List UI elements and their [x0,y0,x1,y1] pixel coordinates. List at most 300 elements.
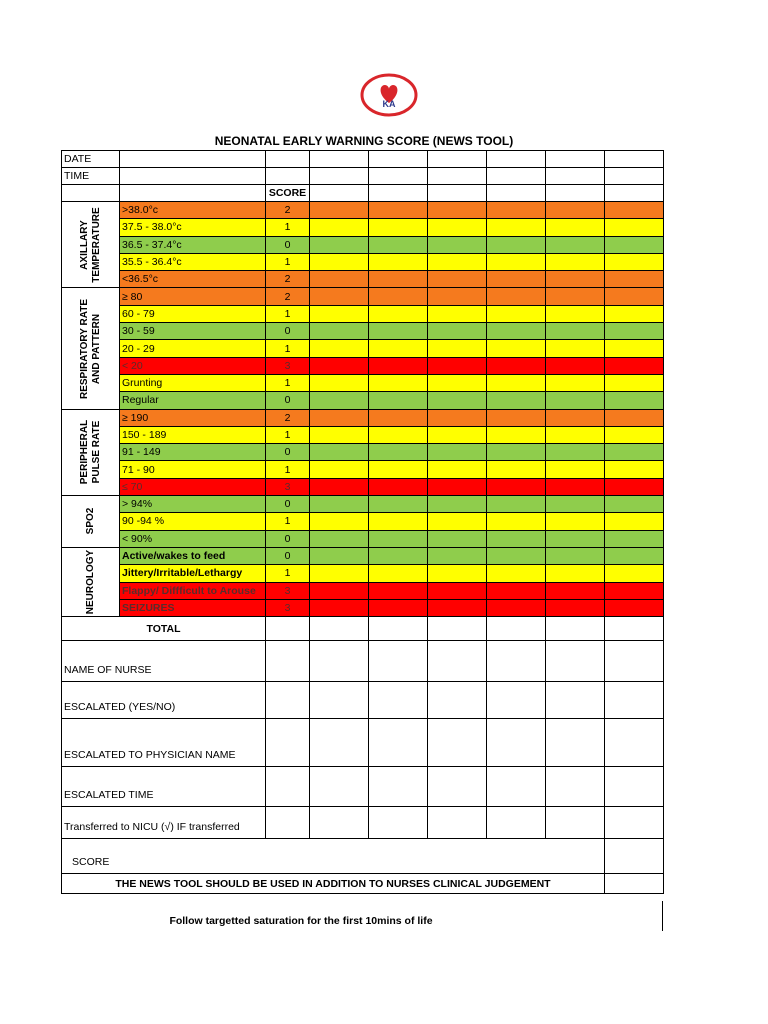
entry-cell[interactable] [428,288,487,305]
entry-cell[interactable] [120,168,266,185]
score-cell [266,323,310,340]
score-value: 1 [284,377,291,390]
entry-cell[interactable] [369,357,428,374]
entry-cell[interactable] [369,219,428,236]
entry-cell[interactable] [369,547,428,564]
entry-cell[interactable] [605,426,664,443]
entry-cell[interactable] [487,461,546,478]
entry-cell[interactable] [487,305,546,322]
entry-cell[interactable] [546,392,605,409]
score-value: 0 [284,238,291,251]
entry-cell[interactable] [369,513,428,530]
entry-cell[interactable] [487,409,546,426]
entry-cell[interactable] [369,340,428,357]
entry-cell[interactable] [546,807,605,839]
entry-cell[interactable] [428,271,487,288]
entry-cell[interactable] [605,682,664,719]
entry-cell[interactable] [605,253,664,270]
parameter-label: >38.0°c [122,204,159,217]
entry-cell[interactable] [428,767,487,807]
score-value: 2 [284,273,291,286]
entry-cell[interactable] [487,807,546,839]
entry-cell[interactable] [546,305,605,322]
entry-cell[interactable] [428,582,487,599]
entry-cell[interactable] [546,682,605,719]
entry-cell[interactable] [310,478,369,495]
entry-cell[interactable] [546,496,605,513]
entry-cell[interactable] [605,168,664,185]
entry-cell[interactable] [546,513,605,530]
entry-cell[interactable] [487,253,546,270]
entry-cell[interactable] [605,392,664,409]
entry-cell[interactable] [428,444,487,461]
entry-cell[interactable] [310,236,369,253]
entry-cell[interactable] [369,288,428,305]
entry-cell[interactable] [428,219,487,236]
score-value: 1 [284,567,291,580]
entry-cell[interactable] [546,323,605,340]
entry-cell[interactable] [310,151,369,168]
group-label: PERIPHERAL PULSE RATE [78,420,102,485]
entry-cell[interactable] [487,185,546,202]
entry-cell[interactable] [546,219,605,236]
entry-cell[interactable] [605,288,664,305]
entry-cell[interactable] [605,641,664,682]
entry-cell[interactable] [369,461,428,478]
nicu-transfer-label: Transferred to NICU (√) IF transferred [62,807,266,839]
entry-cell[interactable] [428,807,487,839]
entry-cell[interactable] [369,185,428,202]
entry-cell[interactable] [369,426,428,443]
entry-cell[interactable] [605,185,664,202]
entry-cell[interactable] [546,547,605,564]
total-label: TOTAL [62,617,266,641]
entry-cell[interactable] [310,513,369,530]
parameter-label: > 94% [122,498,153,511]
parameter-label: <36.5°c [122,273,159,286]
parameter-label: 37.5 - 38.0°c [122,221,182,234]
entry-cell[interactable] [369,392,428,409]
entry-cell[interactable] [605,374,664,391]
entry-cell[interactable] [546,168,605,185]
entry-cell[interactable] [310,271,369,288]
table-row [62,323,664,340]
entry-cell[interactable] [310,682,369,719]
parameter-label: 35.5 - 36.4°c [122,256,182,269]
score-value: 1 [284,256,291,269]
entry-cell[interactable] [310,392,369,409]
entry-cell[interactable] [369,409,428,426]
score-cell [266,202,310,219]
entry-cell[interactable] [546,357,605,374]
entry-cell[interactable] [428,617,487,641]
entry-cell[interactable] [605,496,664,513]
entry-cell[interactable] [546,288,605,305]
table-row [62,767,664,807]
entry-cell[interactable] [546,530,605,547]
score-cell [266,444,310,461]
entry-cell[interactable] [310,185,369,202]
entry-cell[interactable] [428,185,487,202]
entry-cell[interactable] [546,340,605,357]
entry-cell[interactable] [428,151,487,168]
entry-cell[interactable] [546,236,605,253]
entry-cell[interactable] [546,151,605,168]
entry-cell[interactable] [605,219,664,236]
entry-cell[interactable] [546,426,605,443]
entry-cell[interactable] [487,682,546,719]
entry-cell[interactable] [369,682,428,719]
score-cell [266,426,310,443]
table-row [62,426,664,443]
entry-cell[interactable] [369,478,428,495]
entry-cell[interactable] [546,185,605,202]
entry-cell[interactable] [428,478,487,495]
parameter-cell [120,340,266,357]
score-cell [266,253,310,270]
table-row [62,496,664,513]
parameter-cell [120,426,266,443]
score-cell [266,271,310,288]
entry-cell[interactable] [428,547,487,564]
entry-cell[interactable] [605,340,664,357]
entry-cell[interactable] [369,719,428,767]
entry-cell[interactable] [310,807,369,839]
entry-cell[interactable] [546,444,605,461]
entry-cell[interactable] [120,151,266,168]
score-value: 1 [284,463,291,476]
entry-cell[interactable] [310,547,369,564]
entry-cell[interactable] [266,807,310,839]
entry-cell[interactable] [369,305,428,322]
table-row [62,202,664,219]
entry-cell[interactable] [605,565,664,582]
entry-cell[interactable] [369,168,428,185]
parameter-cell [120,582,266,599]
entry-cell[interactable] [428,513,487,530]
entry-cell[interactable] [605,719,664,767]
entry-cell[interactable] [605,323,664,340]
parameter-label: 36.5 - 37.4°c [122,238,182,251]
entry-cell[interactable] [428,253,487,270]
entry-cell[interactable] [487,374,546,391]
entry-cell[interactable] [546,767,605,807]
entry-cell[interactable] [369,323,428,340]
entry-cell[interactable] [310,202,369,219]
entry-cell[interactable] [487,288,546,305]
entry-cell[interactable] [369,202,428,219]
entry-cell[interactable] [546,582,605,599]
entry-cell[interactable] [546,253,605,270]
entry-cell[interactable] [369,151,428,168]
entry-cell[interactable] [605,409,664,426]
group-label-cell [62,409,120,495]
group-label: NEUROLOGY [84,549,96,615]
parameter-cell [120,202,266,219]
entry-cell[interactable] [546,202,605,219]
entry-cell[interactable] [605,599,664,616]
entry-cell[interactable] [310,253,369,270]
group-label-cell [62,202,120,288]
entry-cell[interactable] [487,444,546,461]
entry-cell[interactable] [546,599,605,616]
score-value: 0 [284,532,291,545]
parameter-cell [120,478,266,495]
table-row [62,874,664,894]
entry-cell[interactable] [369,496,428,513]
group-label-cell [62,496,120,548]
entry-cell[interactable] [546,461,605,478]
score-cell [266,288,310,305]
parameter-cell [120,288,266,305]
entry-cell[interactable] [605,357,664,374]
entry-cell[interactable] [310,288,369,305]
entry-cell[interactable] [369,617,428,641]
entry-cell[interactable] [605,547,664,564]
entry-cell[interactable] [487,426,546,443]
entry-cell[interactable] [605,839,664,874]
table-row [62,444,664,461]
entry-cell[interactable] [605,305,664,322]
entry-cell[interactable] [266,767,310,807]
entry-cell[interactable] [310,374,369,391]
entry-cell[interactable] [487,236,546,253]
entry-cell[interactable] [605,582,664,599]
entry-cell[interactable] [428,565,487,582]
entry-cell[interactable] [487,478,546,495]
entry-cell[interactable] [428,409,487,426]
entry-cell[interactable] [428,323,487,340]
entry-cell[interactable] [487,513,546,530]
entry-cell[interactable] [546,641,605,682]
entry-cell[interactable] [487,340,546,357]
entry-cell[interactable] [605,151,664,168]
entry-cell[interactable] [369,444,428,461]
parameter-label: Regular [122,394,159,407]
physician-name-label: ESCALATED TO PHYSICIAN NAME [62,719,266,767]
entry-cell[interactable] [428,168,487,185]
entry-cell[interactable] [428,530,487,547]
entry-cell[interactable] [487,599,546,616]
entry-cell[interactable] [310,357,369,374]
entry-cell[interactable] [605,807,664,839]
score-cell [266,409,310,426]
entry-cell[interactable] [428,305,487,322]
parameter-label: ≥ 190 [122,411,149,424]
score-value: 2 [284,204,291,217]
parameter-label: SEIZURES [122,601,175,614]
entry-cell[interactable] [310,444,369,461]
entry-cell[interactable] [266,617,310,641]
parameter-label: < 90% [122,532,153,545]
entry-cell[interactable] [266,682,310,719]
entry-cell[interactable] [266,719,310,767]
entry-cell[interactable] [369,236,428,253]
entry-cell[interactable] [369,530,428,547]
entry-cell[interactable] [428,496,487,513]
entry-cell[interactable] [369,767,428,807]
entry-cell[interactable] [266,168,310,185]
entry-cell[interactable] [546,478,605,495]
entry-cell[interactable] [310,461,369,478]
parameter-cell [120,219,266,236]
blank-cell [62,185,120,202]
entry-cell[interactable] [487,767,546,807]
entry-cell[interactable] [546,565,605,582]
parameter-cell [120,513,266,530]
entry-cell[interactable] [310,641,369,682]
entry-cell[interactable] [605,461,664,478]
entry-cell[interactable] [310,219,369,236]
score-cell [266,530,310,547]
entry-cell[interactable] [428,599,487,616]
table-row [62,357,664,374]
entry-cell[interactable] [546,271,605,288]
entry-cell[interactable] [487,719,546,767]
parameter-cell [120,357,266,374]
entry-cell[interactable] [310,719,369,767]
parameter-cell [120,444,266,461]
entry-cell[interactable] [428,357,487,374]
entry-cell[interactable] [310,617,369,641]
entry-cell[interactable] [310,305,369,322]
entry-cell[interactable] [310,496,369,513]
score-cell [266,340,310,357]
entry-cell[interactable] [428,461,487,478]
group-label-cell [62,547,120,616]
news-table [61,150,664,894]
entry-cell[interactable] [310,323,369,340]
entry-cell[interactable] [369,374,428,391]
parameter-cell [120,599,266,616]
parameter-label: Flappy/ Diffficult to Arouse [122,584,256,597]
table-row [62,461,664,478]
entry-cell[interactable] [487,168,546,185]
entry-cell[interactable] [369,807,428,839]
entry-cell[interactable] [605,767,664,807]
entry-cell[interactable] [266,151,310,168]
entry-cell[interactable] [369,253,428,270]
parameter-cell [120,305,266,322]
table-row [62,236,664,253]
entry-cell[interactable] [428,340,487,357]
score-value: 1 [284,307,291,320]
parameter-label: 71 - 90 [122,463,155,476]
entry-cell[interactable] [605,513,664,530]
entry-cell[interactable] [605,530,664,547]
entry-cell[interactable] [605,478,664,495]
table-row [62,599,664,616]
entry-cell[interactable] [310,767,369,807]
parameter-cell [120,461,266,478]
entry-cell[interactable] [310,530,369,547]
entry-cell[interactable] [428,641,487,682]
group-label: RESPIRATORY RATE AND PATTERN [78,298,102,399]
time-label: TIME [62,168,120,185]
final-score-label: SCORE [62,839,605,874]
table-row [62,478,664,495]
score-cell [266,357,310,374]
blank-cell [120,185,266,202]
entry-cell[interactable] [487,547,546,564]
entry-cell[interactable] [487,617,546,641]
entry-cell[interactable] [487,530,546,547]
entry-cell[interactable] [428,719,487,767]
entry-cell[interactable] [369,599,428,616]
parameter-cell [120,565,266,582]
entry-cell[interactable] [310,582,369,599]
table-row [62,641,664,682]
entry-cell[interactable] [428,236,487,253]
entry-cell[interactable] [369,582,428,599]
parameter-cell [120,374,266,391]
score-cell [266,374,310,391]
entry-cell[interactable] [487,323,546,340]
entry-cell[interactable] [605,444,664,461]
entry-cell[interactable] [487,582,546,599]
escalated-time-label: ESCALATED TIME [62,767,266,807]
entry-cell[interactable] [428,682,487,719]
entry-cell[interactable] [428,426,487,443]
entry-cell[interactable] [605,202,664,219]
entry-cell[interactable] [428,374,487,391]
entry-cell[interactable] [546,617,605,641]
table-row [62,151,664,168]
entry-cell[interactable] [487,219,546,236]
group-label-cell [62,288,120,409]
entry-cell[interactable] [266,641,310,682]
entry-cell[interactable] [310,340,369,357]
score-value: 0 [284,325,291,338]
score-header: SCORE [266,185,310,202]
entry-cell[interactable] [310,426,369,443]
score-value: 3 [284,480,291,493]
entry-cell[interactable] [369,641,428,682]
entry-cell[interactable] [487,151,546,168]
nurse-name-label: NAME OF NURSE [62,641,266,682]
entry-cell[interactable] [487,392,546,409]
entry-cell[interactable] [487,565,546,582]
entry-cell[interactable] [605,236,664,253]
entry-cell[interactable] [546,374,605,391]
entry-cell[interactable] [546,719,605,767]
entry-cell[interactable] [310,409,369,426]
entry-cell[interactable] [487,641,546,682]
parameter-label: < 20 [122,359,143,372]
entry-cell[interactable] [428,392,487,409]
entry-cell[interactable] [310,565,369,582]
entry-cell[interactable] [605,874,664,894]
entry-cell[interactable] [487,496,546,513]
entry-cell[interactable] [310,599,369,616]
entry-cell[interactable] [310,168,369,185]
entry-cell[interactable] [369,271,428,288]
parameter-label: 60 - 79 [122,307,155,320]
bottom-note: Follow targetted saturation for the first 10mins of life [169,915,433,927]
entry-cell[interactable] [487,271,546,288]
date-label: DATE [62,151,120,168]
table-row [62,719,664,767]
entry-cell[interactable] [546,409,605,426]
entry-cell[interactable] [487,357,546,374]
entry-cell[interactable] [369,565,428,582]
entry-cell[interactable] [428,202,487,219]
score-cell [266,305,310,322]
entry-cell[interactable] [605,617,664,641]
table-row [62,271,664,288]
entry-cell[interactable] [487,202,546,219]
entry-cell[interactable] [605,271,664,288]
